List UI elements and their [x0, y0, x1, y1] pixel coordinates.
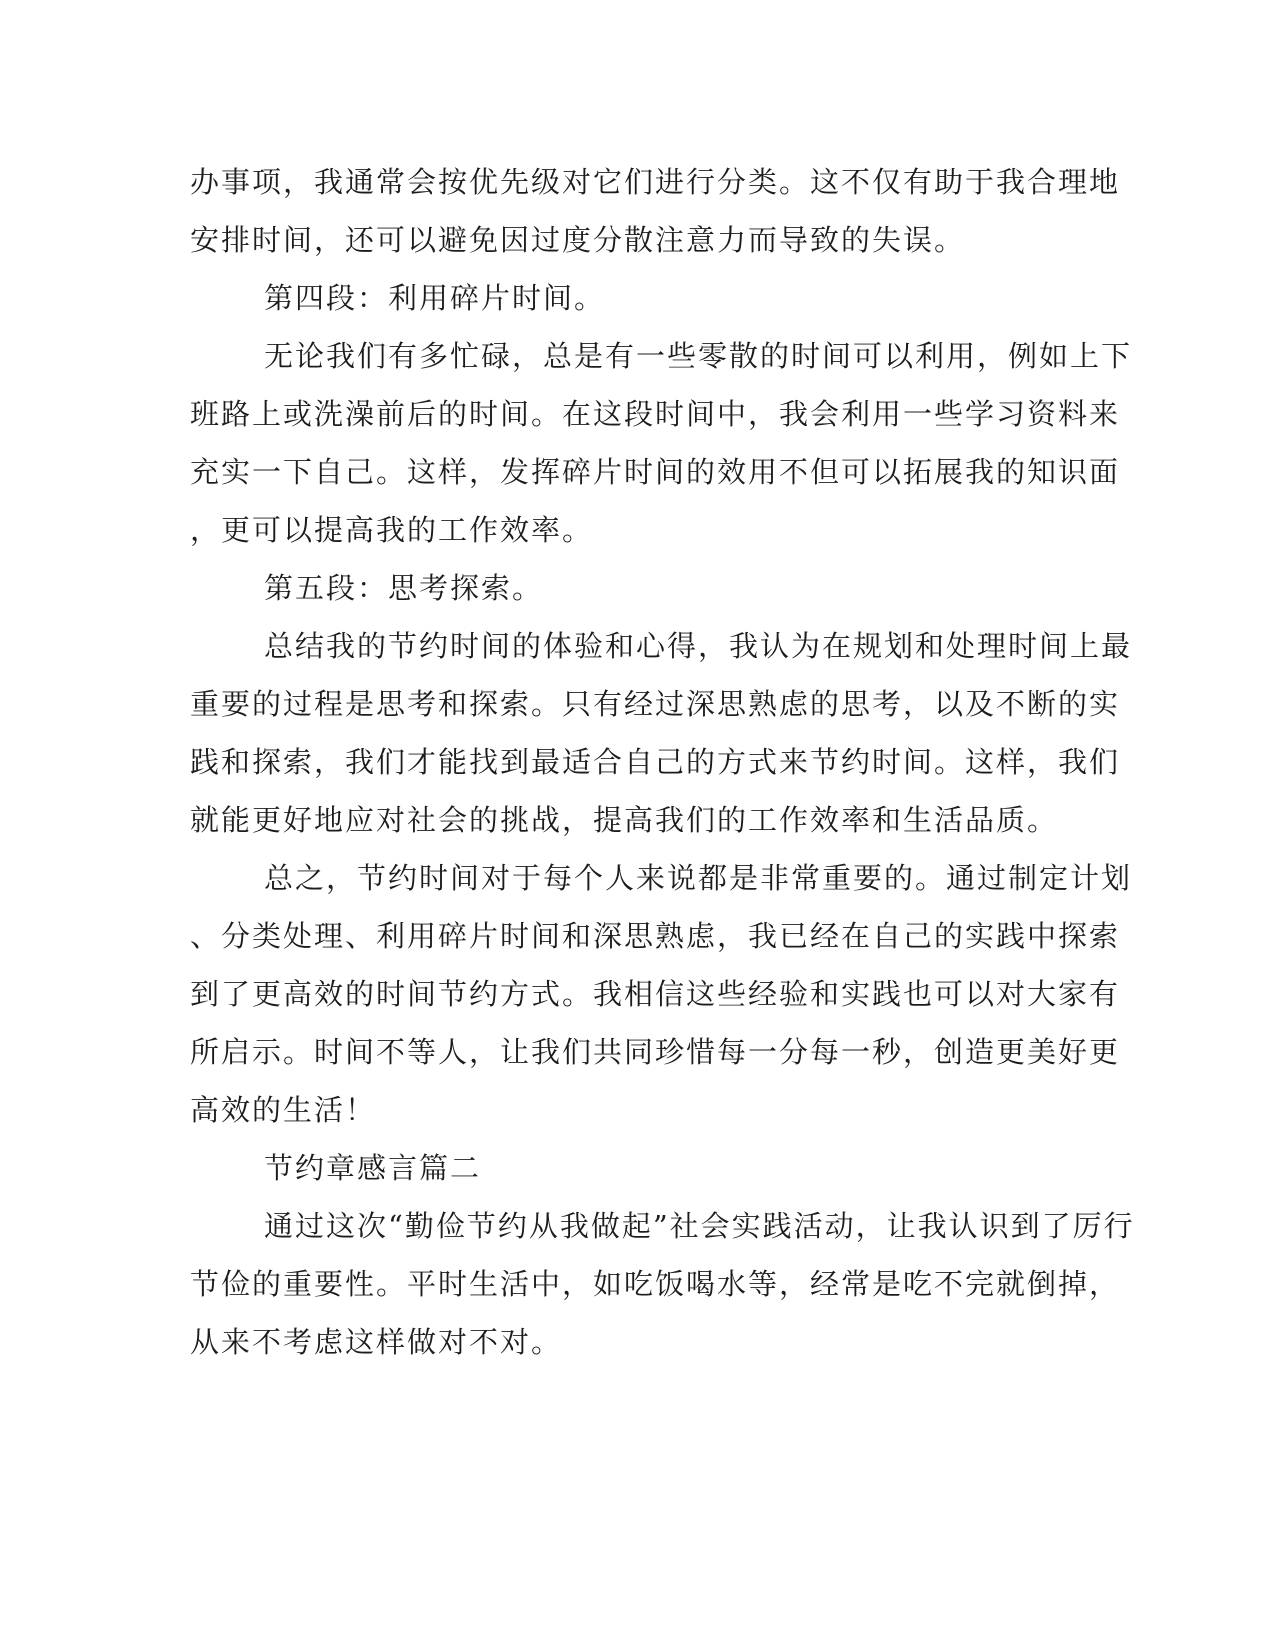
text-line: 安排时间，还可以避免因过度分散注意力而导致的失误。	[190, 223, 966, 257]
text-line: 充实一下自己。这样，发挥碎片时间的效用不但可以拓展我的知识面	[190, 455, 1121, 489]
section-heading: 第五段：思考探索。	[264, 571, 544, 605]
text-line: 所启示。时间不等人，让我们共同珍惜每一分每一秒，创造更美好更	[190, 1035, 1121, 1069]
text-line: 节俭的重要性。平时生活中，如吃饭喝水等，经常是吃不完就倒掉，	[190, 1267, 1121, 1301]
text-line: ，更可以提高我的工作效率。	[190, 513, 594, 547]
text-line: 践和探索，我们才能找到最适合自己的方式来节约时间。这样，我们	[190, 745, 1121, 779]
text-line: 办事项，我通常会按优先级对它们进行分类。这不仅有助于我合理地	[190, 165, 1121, 199]
text-line: 班路上或洗澡前后的时间。在这段时间中，我会利用一些学习资料来	[190, 397, 1121, 431]
text-line: 重要的过程是思考和探索。只有经过深思熟虑的思考，以及不断的实	[190, 687, 1121, 721]
section-heading: 节约章感言篇二	[264, 1151, 482, 1185]
text-line: 总之，节约时间对于每个人来说都是非常重要的。通过制定计划	[264, 861, 1133, 895]
text-line: 就能更好地应对社会的挑战，提高我们的工作效率和生活品质。	[190, 803, 1059, 837]
text-line: 到了更高效的时间节约方式。我相信这些经验和实践也可以对大家有	[190, 977, 1121, 1011]
text-line: 高效的生活！	[190, 1093, 377, 1127]
text-line: 总结我的节约时间的体验和心得，我认为在规划和处理时间上最	[264, 629, 1133, 663]
text-line: 从来不考虑这样做对不对。	[190, 1325, 563, 1359]
text-line: 通过这次“勤俭节约从我做起”社会实践活动，让我认识到了厉行	[264, 1209, 1135, 1243]
section-heading: 第四段：利用碎片时间。	[264, 281, 606, 315]
text-line: 无论我们有多忙碌，总是有一些零散的时间可以利用，例如上下	[264, 339, 1133, 373]
text-line: 、分类处理、利用碎片时间和深思熟虑，我已经在自己的实践中探索	[190, 919, 1121, 953]
